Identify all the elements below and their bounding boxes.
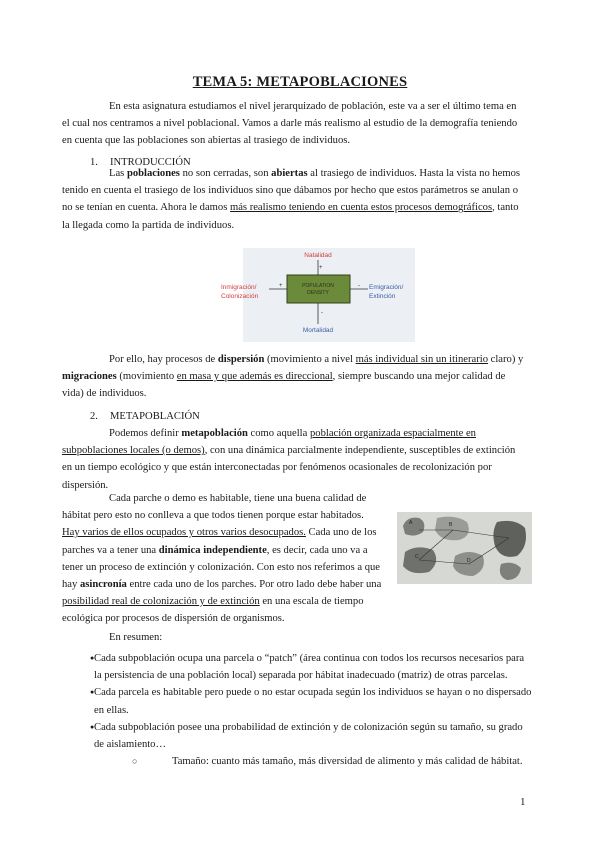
list-subitem: ○ Tamaño: cuanto más tamaño, más diversidad de alimento y más calidad de hábitat. bbox=[62, 753, 532, 770]
list-item: Cada subpoblación posee una probabilidad de extinción y de colonización según su tamaño, su grado de aislamiento… bbox=[94, 721, 523, 751]
diagram-center-text-1: POPULATION bbox=[302, 283, 334, 289]
section-2-paragraph-2: Cada parche o demo es habitable, tiene una buena calidad de hábitat pero esto no conlleva a que todos tienen porque estar habitados. Hay varios de ellos ocupados y otros varios desocupados. Cada uno de los parches va a tener una dinámica independiente, es decir, cada uno va a tener un proceso de extinción y colonización. Con esto nos referimos a que hay asincronía entre cada uno de los parches. Por otro lado debe haber una posibilidad real de colonización y de extinción en una escala de tiempo ecológica por procesos de dispersión de organismos. bbox=[62, 493, 382, 625]
section-1-paragraph-1: Las poblaciones no son cerradas, son abiertas al trasiego de individuos. Hasta la vista no hemos tenido en cuenta el trasiego de los individuos sino que dábamos por hecho que estos parámetros se anulan o no se tenían en cuenta. Ahora le damos más realismo teniendo en cuenta estos procesos demográficos, tanto la llegada como la partida de individuos. bbox=[62, 168, 521, 231]
patch-label: A bbox=[409, 520, 413, 526]
section-2-heading bbox=[90, 411, 200, 422]
section-1-number: 1. bbox=[90, 157, 98, 168]
diagram-natalidad: Natalidad bbox=[304, 252, 332, 259]
circle-bullet-icon: ○ bbox=[132, 756, 138, 767]
diagram-extincion: Extinción bbox=[369, 293, 396, 300]
patch-label: C bbox=[415, 554, 419, 560]
page-number: 1 bbox=[520, 796, 526, 808]
diagram-mortalidad: Mortalidad bbox=[302, 327, 334, 334]
population-flow-diagram bbox=[221, 248, 415, 342]
page-title: TEMA 5: METAPOBLACIONES bbox=[192, 74, 408, 90]
patch-label: D bbox=[467, 558, 471, 564]
diagram-plus-left: + bbox=[279, 283, 283, 289]
section-2-number: 2. bbox=[90, 411, 98, 422]
section-1-title: INTRODUCCIÓN bbox=[110, 157, 191, 168]
patch-label: B bbox=[449, 522, 453, 528]
diagram-minus-right: - bbox=[358, 283, 360, 289]
population-density-box bbox=[287, 275, 350, 303]
summary-label: En resumen: bbox=[109, 632, 163, 643]
section-1-paragraph-2: Por ello, hay procesos de dispersión (movimiento a nivel más individual sin un itinerario claro) y migraciones (movimiento en masa y que además es direccional, siempre buscando una mejor calidad de vida) de individuos. bbox=[62, 354, 524, 400]
list-item: Cada subpoblación ocupa una parcela o “patch” (área continua con todos los recursos necesarios para la persistencia de una población local) separada por hábitat inadecuado (matriz) de otras parcelas. bbox=[94, 653, 525, 682]
summary-list bbox=[62, 650, 532, 770]
diagram-center-text-2: DENSITY bbox=[307, 290, 329, 296]
diagram-emigracion: Emigración/ bbox=[369, 284, 404, 291]
list-item: Cada parcela es habitable pero puede o no estar ocupada según los individuos se hayan o no dispersado en ellas. bbox=[94, 687, 532, 716]
section-2-title: METAPOBLACIÓN bbox=[110, 411, 200, 422]
section-2-paragraph-1: Podemos definir metapoblación como aquella población organizada espacialmente en subpoblaciones locales (o demos), con una dinámica parcialmente independiente, susceptibles de extinción en un tiempo ecológico y que están interconectadas por fenómenos ocasionales de recolonización por dispersión. bbox=[62, 428, 516, 491]
intro-paragraph: En esta asignatura estudiamos el nivel jerarquizado de población, este va a ser el último tema en el cual nos centramos a nivel poblacional. Vamos a darle más realismo al estudio de la demografía teniendo en cuenta que las poblaciones son abiertas al trasiego de individuos. bbox=[62, 101, 518, 147]
metapopulation-patches-figure bbox=[397, 512, 532, 584]
diagram-inmigracion: Inmigración/ bbox=[221, 284, 257, 291]
diagram-colonizacion: Colonización bbox=[221, 293, 259, 300]
patch-shape bbox=[493, 521, 526, 557]
diagram-minus-bottom: - bbox=[321, 310, 323, 316]
diagram-plus-top: + bbox=[319, 265, 323, 271]
